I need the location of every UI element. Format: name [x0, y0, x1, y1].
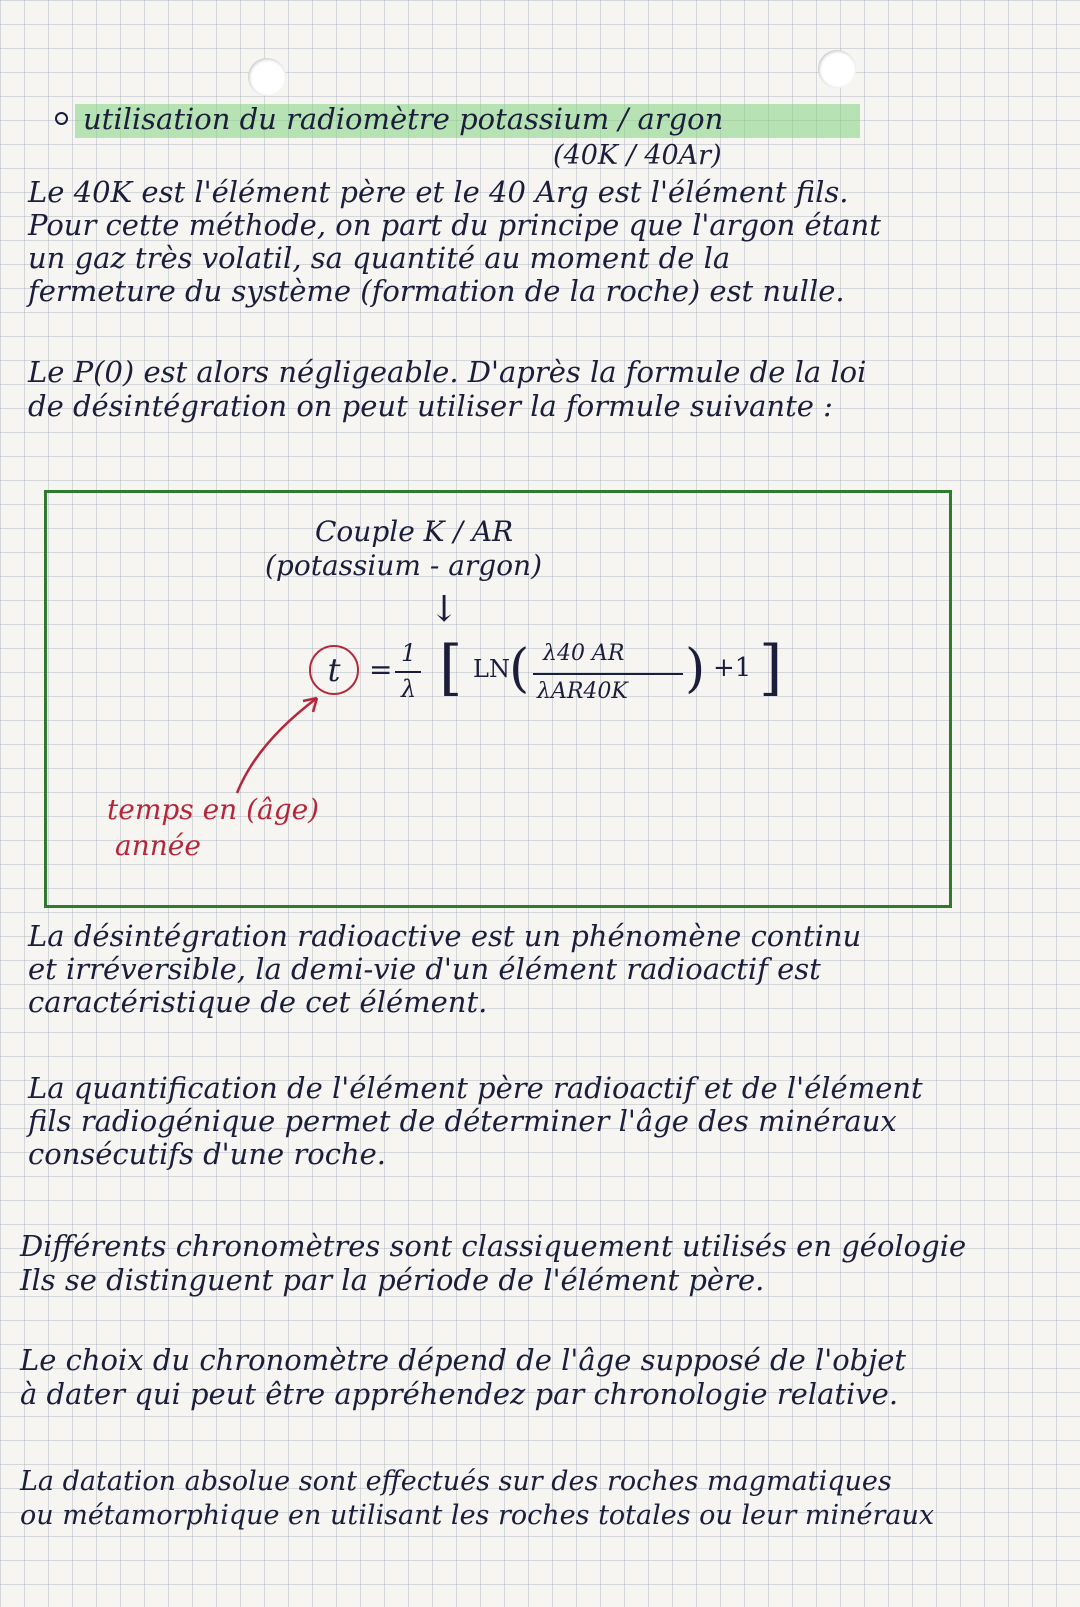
paragraph-line: et irréversible, la demi-vie d'un élément radioactif est	[28, 952, 821, 986]
paragraph-datation	[20, 1468, 1060, 1548]
equals-sign: =	[369, 653, 393, 686]
paragraph-line: caractéristique de cet élément.	[28, 985, 488, 1019]
t-symbol: t	[327, 651, 341, 689]
paragraph-desintegration	[28, 919, 1048, 1032]
annotation-arrow-icon	[217, 683, 337, 803]
heading-line2: (40K / 40Ar)	[553, 140, 722, 171]
box-title-line1: Couple K / AR	[315, 515, 514, 548]
intro-line: Pour cette méthode, on part du principe que l'argon étant	[28, 208, 881, 242]
intro-paragraph	[28, 175, 1048, 318]
paragraph-chronometres	[20, 1229, 1050, 1312]
inner-fraction-bar	[533, 673, 683, 675]
inner-denominator: λAR40K	[537, 679, 628, 704]
paragraph-line: Le choix du chronomètre dépend de l'âge supposé de l'objet	[20, 1343, 907, 1377]
p0-line: Le P(0) est alors négligeable. D'après la formule de la loi	[28, 355, 867, 389]
ln-label: LN	[473, 655, 510, 683]
intro-line: fermeture du système (formation de la roche) est nulle.	[28, 274, 845, 308]
binder-hole-right	[818, 50, 856, 88]
paragraph-line: La quantification de l'élément père radioactif et de l'élément	[28, 1071, 923, 1105]
fraction-numerator: 1	[401, 639, 417, 667]
close-paren: )	[685, 639, 706, 699]
p0-paragraph	[28, 355, 1048, 438]
intro-line: un gaz très volatil, sa quantité au moment de la	[28, 241, 731, 275]
intro-line: Le 40K est l'élément père et le 40 Arg est l'élément fils.	[28, 175, 849, 209]
inner-numerator: λ40 AR	[543, 641, 625, 666]
p0-line: de désintégration on peut utiliser la formule suivante :	[28, 389, 833, 423]
paragraph-line: consécutifs d'une roche.	[28, 1137, 386, 1171]
fraction-bar	[395, 671, 421, 673]
fraction-denominator: λ	[401, 675, 417, 703]
paragraph-line: La désintégration radioactive est un phénomène continu	[28, 919, 862, 953]
heading-line1: utilisation du radiomètre potassium / argon	[83, 102, 724, 136]
paragraph-line: fils radiogénique permet de déterminer l'âge des minéraux	[28, 1104, 897, 1138]
close-bracket: ]	[759, 633, 783, 703]
formula-box	[44, 490, 952, 908]
box-title-line2: (potassium - argon)	[265, 549, 543, 582]
paragraph-line: La datation absolue sont effectués sur des roches magmatiques	[20, 1466, 892, 1497]
down-arrow-icon: ↓	[429, 589, 460, 630]
bullet-icon	[55, 112, 68, 125]
paragraph-choix	[20, 1343, 1050, 1426]
paragraph-line: ou métamorphique en utilisant les roches totales ou leur minéraux	[20, 1500, 935, 1531]
annotation-line1: temps en (âge)	[107, 793, 320, 826]
paragraph-line: Ils se distinguent par la période de l'élément père.	[20, 1263, 765, 1297]
open-paren: (	[509, 639, 530, 699]
annotation-line2: année	[115, 829, 201, 862]
inner-fraction	[533, 639, 683, 709]
binder-hole-left	[248, 58, 286, 96]
fraction-one-over-lambda	[395, 639, 421, 709]
open-bracket: [	[439, 633, 463, 703]
plus-one: +1	[713, 653, 752, 683]
paragraph-line: Différents chronomètres sont classiquement utilisés en géologie	[20, 1229, 967, 1263]
paragraph-quantification	[28, 1071, 1048, 1184]
paragraph-line: à dater qui peut être appréhendez par chronologie relative.	[20, 1377, 899, 1411]
